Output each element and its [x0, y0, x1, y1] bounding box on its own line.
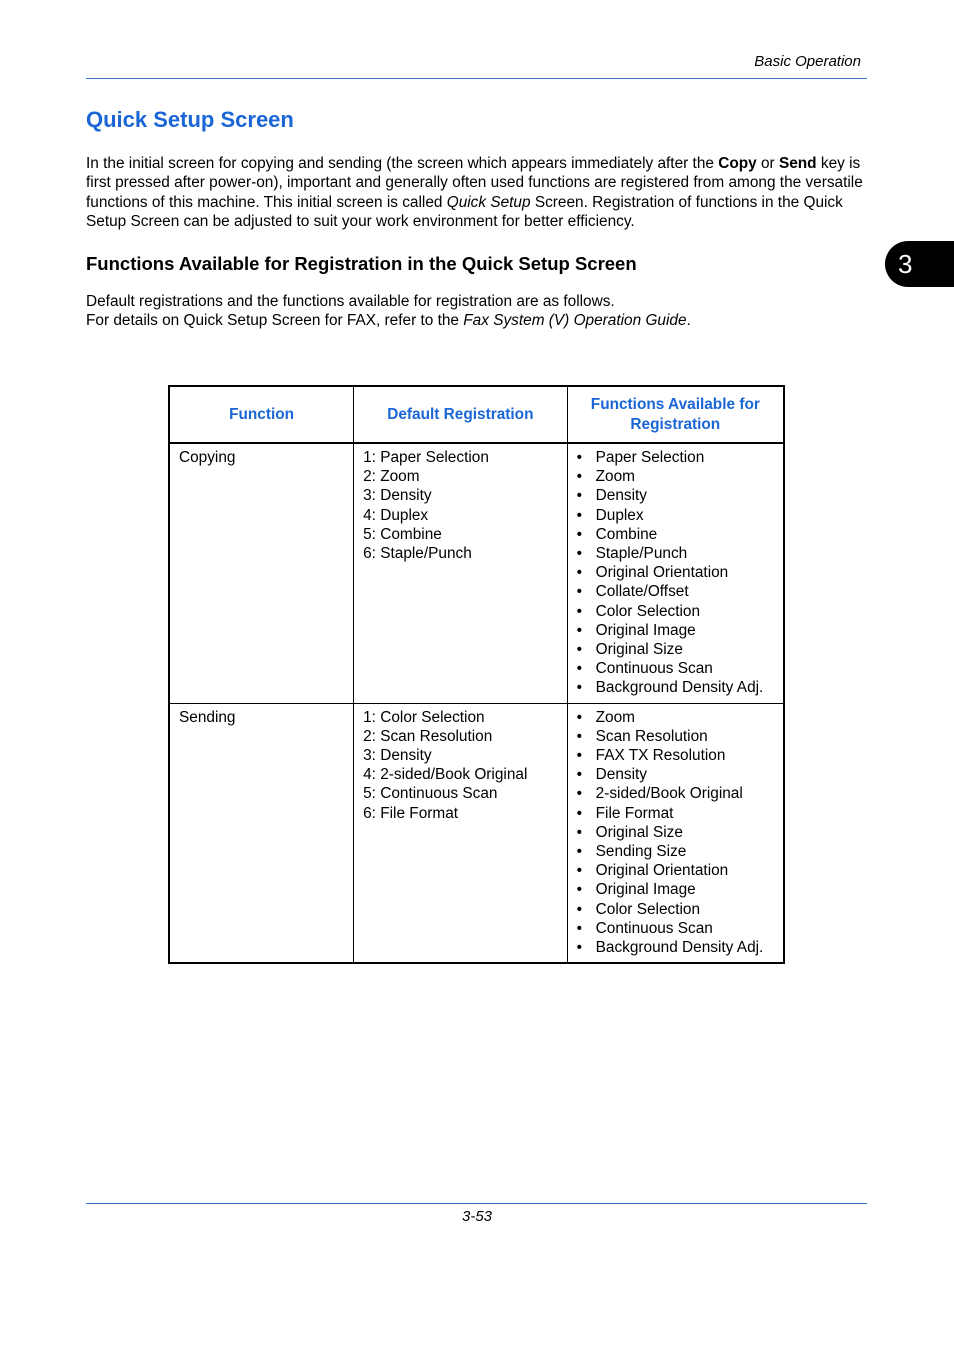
- page-number: 3-53: [461, 1208, 493, 1225]
- available-functions-cell: [567, 703, 784, 963]
- available-function-label: Staple/Punch: [595, 545, 688, 563]
- bullet-icon: •: [576, 525, 583, 543]
- header-available-functions: Functions Available for Registration: [567, 386, 784, 443]
- table-row: [169, 443, 784, 703]
- available-function-label: File Format: [595, 804, 674, 822]
- intro-paragraph: In the initial screen for copying and sending (the screen which appears immediately after the Copy or Send key is first pressed after power-on), important and generally often used functions are registered from among the versatile functions of this machine. This initial screen is called Quick Setup Screen. Registration of functions in the Quick Setup Screen can be adjusted to suit your work environment for better efficiency.: [86, 155, 863, 230]
- list-item: [577, 804, 774, 823]
- bullet-icon: •: [576, 602, 583, 620]
- bullet-icon: •: [576, 641, 583, 659]
- default-registration-item: 1: Paper Selection: [363, 449, 489, 466]
- bullet-icon: •: [576, 747, 583, 765]
- available-function-label: Paper Selection: [595, 449, 705, 466]
- bullet-icon: •: [576, 708, 583, 726]
- section-heading: Functions Available for Registration in the Quick Setup Screen: [86, 253, 637, 274]
- available-function-label: Original Image: [595, 621, 696, 639]
- defaults-paragraph: Default registrations and the functions available for registration are as follows.: [86, 293, 615, 310]
- list-item: [577, 602, 774, 621]
- bullet-icon: •: [576, 545, 583, 563]
- bullet-icon: •: [576, 679, 583, 697]
- function-cell: Copying: [169, 443, 354, 703]
- list-item: [577, 621, 774, 640]
- available-function-label: 2-sided/Book Original: [595, 785, 743, 803]
- bullet-icon: •: [576, 583, 583, 601]
- bullet-icon: •: [576, 487, 583, 505]
- bullet-icon: •: [576, 862, 583, 880]
- table-header-row: [169, 386, 784, 443]
- list-item: [577, 467, 774, 486]
- default-registration-cell: [354, 703, 568, 963]
- list-item: [577, 486, 774, 505]
- available-function-label: Original Size: [595, 823, 683, 841]
- list-item: [577, 448, 774, 467]
- default-registration-item: 4: Duplex: [363, 506, 429, 524]
- page-title: Quick Setup Screen: [86, 107, 294, 132]
- bullet-icon: •: [576, 564, 583, 582]
- list-item: [577, 765, 774, 784]
- bullet-icon: •: [576, 468, 583, 486]
- available-function-label: Duplex: [595, 506, 644, 524]
- default-registration-item: 4: 2-sided/Book Original: [363, 766, 528, 784]
- default-registration-item: 1: Color Selection: [363, 708, 485, 726]
- available-function-label: Collate/Offset: [595, 583, 689, 601]
- table-row: [169, 703, 784, 963]
- list-item: [577, 919, 774, 938]
- list-item: [577, 659, 774, 678]
- available-function-label: Original Orientation: [595, 862, 729, 880]
- header-default-registration: Default Registration: [354, 386, 568, 443]
- default-registration-item: 2: Scan Resolution: [363, 727, 493, 745]
- bullet-icon: •: [576, 804, 583, 822]
- list-item: [577, 746, 774, 765]
- header-function: Function: [169, 386, 354, 443]
- available-function-label: Background Density Adj.: [595, 679, 764, 697]
- available-function-label: Original Image: [595, 881, 696, 899]
- default-registration-item: 5: Combine: [363, 525, 442, 543]
- available-function-label: Color Selection: [595, 900, 701, 918]
- available-function-label: Scan Resolution: [595, 727, 708, 745]
- list-item: [577, 582, 774, 601]
- bullet-icon: •: [576, 727, 583, 745]
- default-registration-item: 6: File Format: [363, 804, 459, 822]
- bullet-icon: •: [576, 766, 583, 784]
- list-item: [577, 563, 774, 582]
- bullet-icon: •: [576, 785, 583, 803]
- list-item: [577, 727, 774, 746]
- available-function-label: Continuous Scan: [595, 919, 713, 937]
- available-function-label: Density: [595, 766, 647, 784]
- list-item: [577, 678, 774, 697]
- default-registration-item: 5: Continuous Scan: [363, 785, 498, 803]
- available-function-label: Color Selection: [595, 602, 701, 620]
- bullet-icon: •: [576, 881, 583, 899]
- available-function-label: FAX TX Resolution: [595, 747, 726, 765]
- bullet-icon: •: [576, 843, 583, 861]
- default-registration-item: 3: Density: [363, 747, 432, 765]
- list-item: [577, 823, 774, 842]
- available-function-label: Background Density Adj.: [595, 939, 764, 957]
- bullet-icon: •: [576, 621, 583, 639]
- available-function-label: Combine: [595, 525, 658, 543]
- function-cell: Sending: [169, 703, 354, 963]
- list-item: [577, 880, 774, 899]
- list-item: [577, 708, 774, 727]
- default-registration-item: 2: Zoom: [363, 468, 420, 486]
- bullet-icon: •: [576, 506, 583, 524]
- list-item: [577, 842, 774, 861]
- available-function-label: Zoom: [595, 468, 635, 486]
- available-function-label: Zoom: [595, 708, 635, 726]
- available-functions-cell: [567, 443, 784, 703]
- functions-table: [168, 385, 785, 964]
- available-function-label: Density: [595, 487, 647, 505]
- default-registration-item: 3: Density: [363, 487, 432, 505]
- list-item: [577, 506, 774, 525]
- header-rule: [86, 78, 867, 79]
- bullet-icon: •: [576, 449, 583, 466]
- fax-reference-paragraph: For details on Quick Setup Screen for FAX, refer to the Fax System (V) Operation Guide.: [86, 312, 691, 329]
- list-item: [577, 525, 774, 544]
- list-item: [577, 784, 774, 803]
- bullet-icon: •: [576, 900, 583, 918]
- available-function-label: Original Size: [595, 641, 683, 659]
- default-registration-item: 6: Staple/Punch: [363, 545, 472, 563]
- bullet-icon: •: [576, 823, 583, 841]
- list-item: [577, 861, 774, 880]
- chapter-tab: 3: [885, 241, 954, 287]
- bullet-icon: •: [576, 919, 583, 937]
- list-item: [577, 640, 774, 659]
- footer-rule: [86, 1203, 867, 1204]
- list-item: [577, 938, 774, 957]
- default-registration-cell: [354, 443, 568, 703]
- available-function-label: Sending Size: [595, 843, 687, 861]
- running-header: Basic Operation: [754, 53, 861, 70]
- available-function-label: Original Orientation: [595, 564, 729, 582]
- bullet-icon: •: [576, 939, 583, 957]
- available-function-label: Continuous Scan: [595, 660, 713, 678]
- list-item: [577, 544, 774, 563]
- list-item: [577, 900, 774, 919]
- bullet-icon: •: [576, 660, 583, 678]
